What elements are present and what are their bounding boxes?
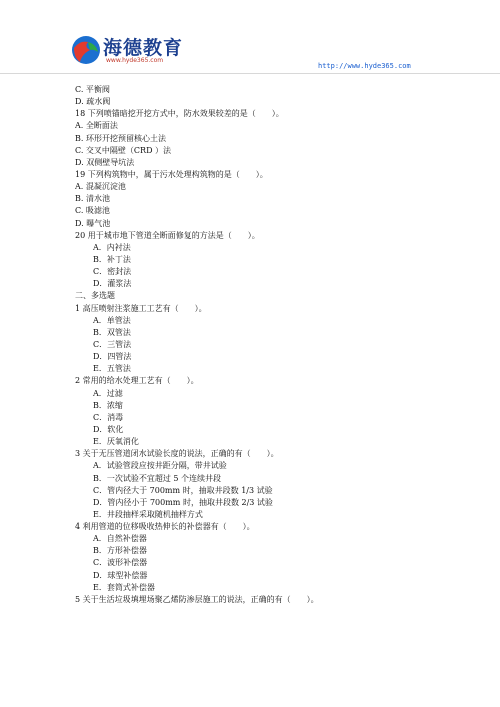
text-line: 二、多选题 — [75, 291, 115, 301]
text-line: C．消毒 — [93, 412, 124, 422]
logo-globe-icon — [70, 34, 102, 66]
text-line: 4 利用管道的位移吸收热伸长的补偿器有（ ）。 — [75, 522, 255, 532]
text-line: A．单管法 — [93, 315, 131, 325]
text-line: E．套筒式补偿器 — [93, 582, 155, 592]
header-divider — [0, 73, 500, 74]
text-line: C. 平衡阀 — [75, 85, 110, 94]
text-line: B．浓缩 — [93, 400, 123, 410]
text-line: C. 吸滤池 — [75, 206, 110, 216]
text-line: B．双管法 — [93, 327, 131, 337]
text-line: B．一次试验不宜超过 5 个连续井段 — [93, 473, 222, 483]
document-body — [75, 84, 435, 606]
text-line: 1 高压喷射注浆施工工艺有（ ）。 — [75, 303, 207, 313]
text-line: D．球型补偿器 — [93, 570, 148, 580]
text-line: A．过滤 — [93, 388, 123, 398]
text-line: E．井段抽样采取随机抽样方式 — [93, 509, 203, 519]
logo — [70, 30, 184, 72]
text-line: D．软化 — [93, 424, 124, 434]
text-line: 19 下列构筑物中，属于污水处理构筑物的是（ ）。 — [75, 169, 268, 179]
text-line: A．自然补偿器 — [93, 534, 147, 544]
text-line: A. 混凝沉淀池 — [75, 182, 126, 192]
text-line: C. 交叉中隔壁（CRD ）法 — [75, 145, 172, 155]
header-url-link[interactable]: http://www.hyde365.com — [318, 62, 411, 70]
text-line: E．五管法 — [93, 364, 131, 374]
logo-name: 海德教育 — [103, 37, 184, 59]
text-line: E．厌氧消化 — [93, 437, 139, 447]
text-line: C．波形补偿器 — [93, 558, 148, 568]
page-header — [0, 0, 500, 78]
text-line: 2 常用的给水处理工艺有（ ）。 — [75, 376, 199, 386]
text-line: 3 关于无压管道闭水试验长度的说法，正确的有（ ）。 — [75, 449, 279, 459]
text-line: D. 曝气池 — [75, 218, 111, 228]
text-line: A. 全断面法 — [75, 121, 118, 131]
text-line: 20 用于城市地下管道全断面修复的方法是（ ）。 — [75, 230, 260, 240]
text-line: D．灌浆法 — [93, 279, 132, 289]
text-line: 5 关于生活垃圾填埋场聚乙烯防渗层施工的说法，正确的有（ ）。 — [75, 594, 319, 604]
text-line: C．三管法 — [93, 339, 132, 349]
text-line: D. 疏水阀 — [75, 97, 111, 107]
text-line: D．四管法 — [93, 352, 132, 362]
text-line: A．试验管段应按井距分隔，带井试验 — [93, 461, 227, 471]
logo-url: www.hyde365.com — [106, 57, 164, 64]
text-line: B. 清水池 — [75, 194, 110, 204]
text-line: C．密封法 — [93, 267, 132, 277]
text-line: B. 环形开挖预留核心土法 — [75, 133, 166, 143]
text-line: B．补丁法 — [93, 254, 131, 264]
text-line: D. 双侧壁导坑法 — [75, 157, 135, 167]
text-line: C．管内径大于 700mm 时，抽取井段数 1/3 试验 — [93, 485, 273, 495]
text-line: D．管内径小于 700mm 时，抽取井段数 2/3 试验 — [93, 497, 273, 507]
text-line: A．内衬法 — [93, 242, 131, 252]
text-line: 18 下列喷锚暗挖开挖方式中，防水效果较差的是（ ）。 — [75, 109, 284, 119]
text-line: B．方形补偿器 — [93, 546, 147, 556]
